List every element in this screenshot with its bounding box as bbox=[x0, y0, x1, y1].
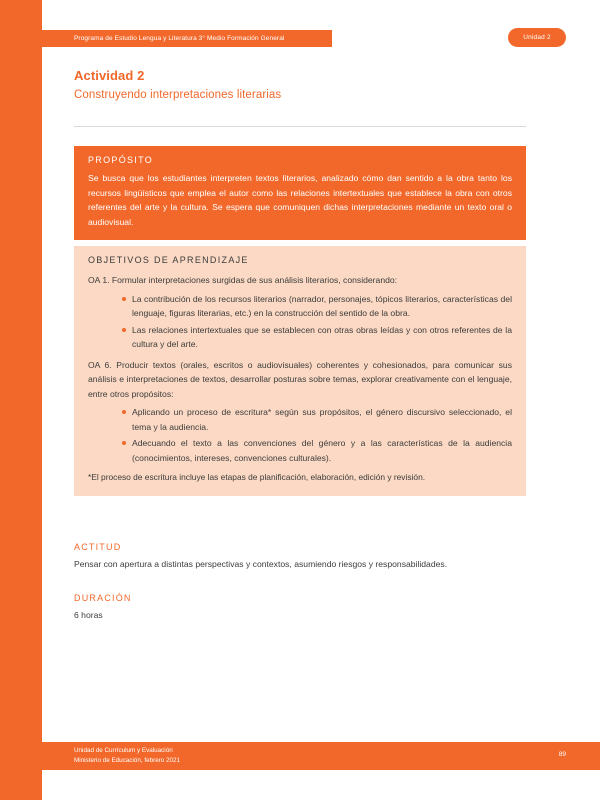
oa6-list bbox=[88, 405, 512, 465]
objetivos-section bbox=[74, 246, 526, 496]
footer-bar bbox=[42, 742, 600, 770]
oa6-intro: OA 6. Producir textos (orales, escritos o audiovisuales) coherentes y cohesionados, para comunicar sus análisis e interpretaciones de textos, desarrollar posturas sobre temas, explorar creativamente con el lenguaje, entre otros propósitos: bbox=[88, 359, 512, 399]
list-item: Las relaciones intertextuales que se establecen con otras obras leídas y con otros referentes de la cultura y del arte. bbox=[122, 323, 512, 352]
page-subtitle: Construyendo interpretaciones literarias bbox=[74, 89, 282, 101]
actitud-text: Pensar con apertura a distintas perspectivas y contextos, asumiendo riesgos y responsabilidades. bbox=[74, 559, 448, 569]
left-orange-band bbox=[0, 0, 42, 800]
footer-line-1: Unidad de Currículum y Evaluación bbox=[74, 747, 173, 754]
title-block bbox=[74, 68, 534, 101]
title-divider bbox=[74, 126, 526, 127]
proposito-text: Se busca que los estudiantes interpreten textos literarios, analizado cómo dan sentido a la obra tanto los recursos lingüísticos que emplea el autor como las relaciones intertextuales que establece la obra con otros referentes del arte y la cultura. Se espera que comuniquen dichas interpretaciones mediante un texto oral o audiovisual. bbox=[88, 173, 512, 227]
actitud-label: ACTITUD bbox=[74, 542, 122, 552]
program-header-bar bbox=[42, 30, 332, 47]
duracion-label: DURACIÓN bbox=[74, 593, 132, 603]
objetivos-label: OBJETIVOS DE APRENDIZAJE bbox=[88, 255, 249, 265]
duracion-text: 6 horas bbox=[74, 610, 103, 620]
objetivos-footnote: *El proceso de escritura incluye las etapas de planificación, elaboración, edición y revisión. bbox=[88, 472, 426, 482]
footer-credits bbox=[74, 746, 180, 766]
list-item: Adecuando el texto a las convenciones del género y a las características de la audiencia (conocimientos, intereses, convenciones culturales). bbox=[122, 436, 512, 465]
unit-badge-label: Unidad 2 bbox=[523, 34, 551, 41]
unit-badge bbox=[508, 28, 566, 47]
actitud-section bbox=[74, 542, 526, 571]
oa1-list bbox=[88, 292, 512, 352]
page-number: 89 bbox=[558, 751, 566, 758]
duracion-section bbox=[74, 593, 526, 622]
proposito-label: PROPÓSITO bbox=[88, 155, 154, 165]
list-item: Aplicando un proceso de escritura* según sus propósitos, el género discursivo seleccionado, el tema y la audiencia. bbox=[122, 405, 512, 434]
page-title: Actividad 2 bbox=[74, 68, 145, 83]
oa1-intro: OA 1. Formular interpretaciones surgidas de sus análisis literarios, considerando: bbox=[88, 275, 398, 285]
program-title: Programa de Estudio Lengua y Literatura 3° Medio Formación General bbox=[74, 35, 285, 42]
proposito-section bbox=[74, 146, 526, 240]
list-item: La contribución de los recursos literarios (narrador, personajes, tópicos literarios, características del lenguaje, figuras literarias, etc.) en la construcción del sentido de la obra. bbox=[122, 292, 512, 321]
footer-line-2: Ministerio de Educación, febrero 2021 bbox=[74, 757, 181, 764]
